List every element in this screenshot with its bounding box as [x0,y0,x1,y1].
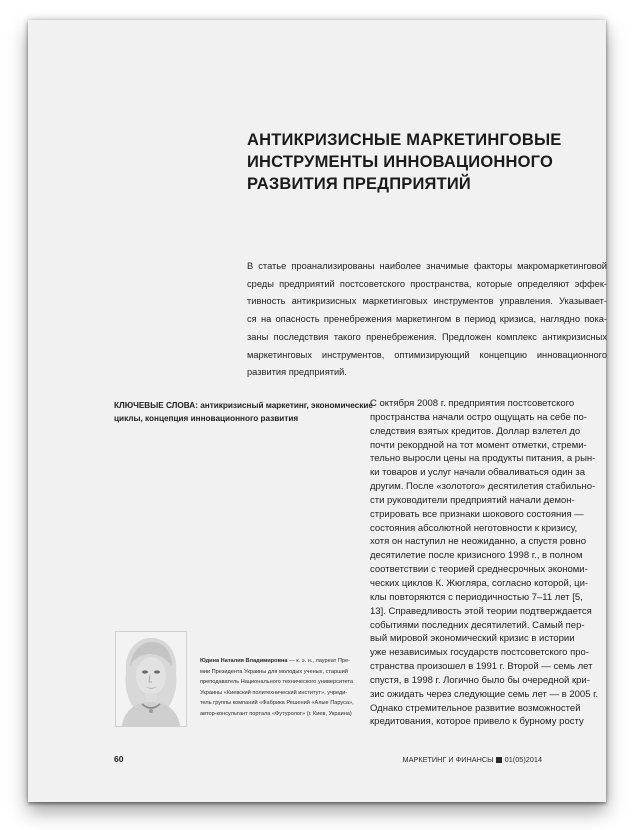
body-line: спустя, в 1998 г. Логично было бы очередной кри- [370,674,590,686]
body-line: соответствии с теорией среднесрочных экономи- [370,564,588,576]
abstract-line: маркетинговых инструментов, оптимизирующий концепцию инновационного [247,349,607,360]
author-portrait-icon [116,632,186,726]
body-line: зис ожидать через следующие семь лет — в 2005 г. [370,688,599,700]
abstract-line: среды предприятий постсоветского пространства, которые определяют эффек- [247,278,607,289]
title-line: ИНСТРУМЕНТЫ ИННОВАЦИОННОГО [247,153,554,171]
body-line: почти рекордной на тот момент отметки, стреми- [370,439,587,451]
body-line: С октября 2008 г. предприятия постсоветского [370,398,575,409]
bio-text: — к. э. н., лауреат Пре- [287,658,350,664]
body-line: клы повторяются с периодичностью 7–11 лет [5, [370,591,583,603]
body-line: кредитования, которое привело к бурному росту [370,716,584,728]
square-separator-icon [496,757,502,763]
author-photo [115,631,187,727]
body-line: событиями последних десятилетий. Самый пер- [370,619,585,631]
keywords-line: КЛЮЧЕВЫЕ СЛОВА: антикризисный маркетинг, экономические [114,401,373,410]
body-line: состояния абсолютной неготовности к кризису, [370,522,578,534]
page-number: 60 [114,754,124,764]
bio-line: автор-консультант портала «Футуролог» (г. Киев, Украина) [200,710,352,717]
body-line: 13]. Справедливость этой теории подтверждается [370,605,592,617]
journal-issue: 01(05)2014 [504,755,542,764]
body-line: другим. После «золотого» десятилетия стабильно- [370,481,596,493]
body-line: десятилетие после кризисного 1998 г., в полном [370,550,583,562]
body-line: ческих циклов К. Жюгляра, согласно которой, ци- [370,577,589,589]
abstract-line: ся на опасность пренебрежения маркетингом в период кризиса, наглядно пока- [247,314,607,325]
body-line: вый мировой экономический кризис в истории [370,633,575,645]
bio-line: преподаватель Национального технического университета [200,679,354,685]
title-line: РАЗВИТИЯ ПРЕДПРИЯТИЙ [247,175,471,193]
body-line: пространства начали остро ощущать на себе по- [370,411,587,423]
author-bio [200,656,365,719]
abstract-line: развития предприятий. [247,367,347,378]
keywords-line: циклы, концепция инновационного развития [114,413,299,423]
bio-line [200,656,365,667]
body-line: сти руководители предприятий начали демон- [370,494,575,506]
journal-footer [403,755,542,764]
body-line: тельно выросли цены на продукты питания, а рын- [370,453,596,465]
author-name: Юдина Наталия Владимировна [200,658,288,664]
abstract-line: В статье проанализированы наиболее значимые факторы макромаркетинговой [247,261,607,271]
abstract-line: тивность антикризисных маркетинговых инструментов управления. Указывает- [247,296,607,307]
body-line: уже независимых государств постсоветского про- [370,647,589,659]
abstract [247,258,607,382]
journal-page [28,20,606,802]
body-line: хотя он наступил не неожиданно, а спустя ровно [370,536,587,548]
bio-line: тель группы компаний «Фабрика Решений «Алые Паруса», [200,700,354,706]
body-line: стрировать все признаки шокового состояния — [370,508,584,520]
body-line: следствия взятых кредитов. Доллар взлетел до [370,425,581,437]
body-text-column [370,397,602,729]
bio-line: мии Президента Украины для молодых ученых, старший [200,668,348,675]
body-line: ки товаров и услуг начали обваливаться один за [370,467,585,479]
article-title [247,129,577,195]
keywords [114,400,373,425]
abstract-line: заны последствия такого пренебрежения. Предложен комплекс антикризисных [247,331,607,342]
body-line: Однако стремительное развитие возможностей [370,702,581,714]
title-line: АНТИКРИЗИСНЫЕ МАРКЕТИНГОВЫЕ [247,131,562,149]
body-line: странства произошел в 1991 г. Второй — семь лет [370,661,593,673]
bio-line: Украины «Киевский политехнический институт», учреди- [200,689,348,696]
journal-name: МАРКЕТИНГ И ФИНАНСЫ [402,755,494,764]
